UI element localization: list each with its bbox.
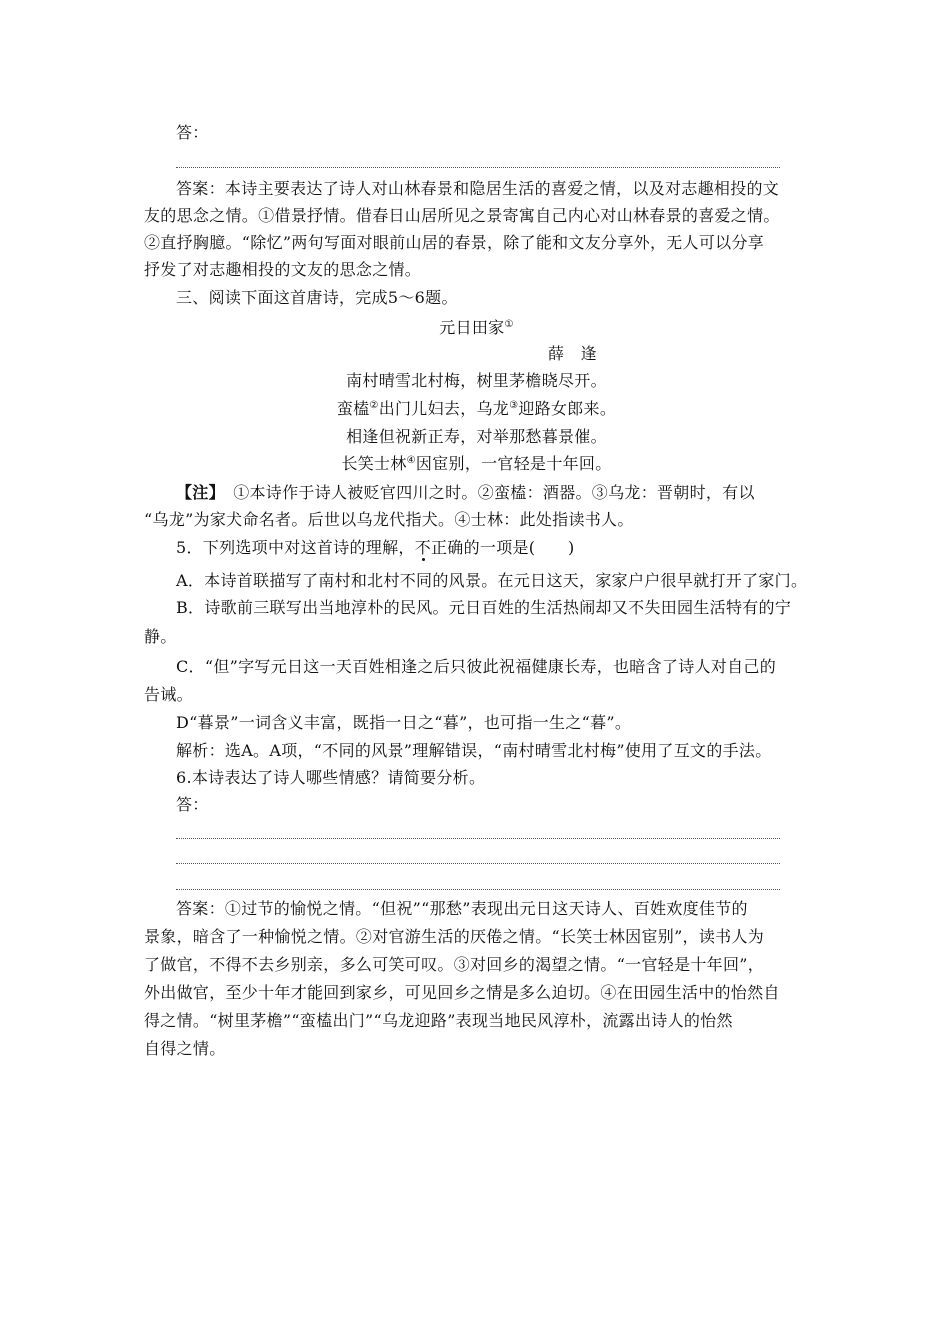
footnote-marker: ④ [406, 455, 416, 466]
question-text: 5．下列选项中对这首诗的理解， [176, 538, 415, 557]
notes-line [176, 482, 809, 504]
poem-author: 薛 逢 [548, 344, 597, 363]
answer-text-line: 景象，暗含了一种愉悦之情。②对官游生活的厌倦之情。“长笑士林因宦别”，读书人为 [144, 927, 765, 946]
poem-line [144, 453, 809, 475]
option-d: D“暮景”一词含义丰富，既指一日之“暮”，也可指一生之“暮”。 [176, 713, 632, 732]
notes-label: 【注】 [176, 483, 217, 502]
answer-rule [176, 838, 780, 839]
option-b-cont: 静。 [144, 627, 177, 646]
poem-text: 出门儿妇去，乌龙 [378, 399, 510, 418]
option-c: C．“但”字写元日这一天百姓相逢之后只彼此祝福健康长寿，也暗含了诗人对自己的 [176, 657, 777, 676]
notes-line: “乌龙”为家犬命名者。后世以乌龙代指犬。④士林：此处指读书人。 [144, 510, 634, 529]
answer-rule [176, 863, 780, 864]
answer-text-line: 得之情。“树里茅檐”“蛮榼出门”“乌龙迎路”表现当地民风淳朴，流露出诗人的怡然 [144, 1011, 733, 1030]
emphasis-char: 不 [414, 538, 431, 557]
footnote-marker: ③ [509, 400, 519, 411]
answer-rule [176, 889, 780, 890]
option-c-cont: 告诫。 [144, 685, 193, 704]
poem-text: 迎路女郎来。 [518, 399, 617, 418]
option-a: A．本诗首联描写了南村和北村不同的风景。在元日这天，家家户户很早就打开了家门。 [176, 571, 808, 590]
poem-line: 南村晴雪北村梅，树里茅檐晓尽开。 [346, 371, 607, 390]
answer-text-line: 答案：①过节的愉悦之情。“但祝”“那愁”表现出元日这天诗人、百姓欢度佳节的 [176, 899, 748, 918]
poem-title [144, 317, 809, 339]
footnote-marker: ① [504, 319, 514, 330]
question-5-analysis: 解析：选A。A项，“不同的风景”理解错误，“南村晴雪北村梅”使用了互文的手法。 [176, 741, 772, 760]
answer-text-line: 抒发了对志趣相投的文友的思念之情。 [144, 260, 422, 279]
notes-text: ①本诗作于诗人被贬官四川之时。②蛮榼：酒器。③乌龙：晋朝时，有以 [216, 483, 755, 502]
answer-text-line: 自得之情。 [144, 1039, 226, 1058]
poem-line [144, 398, 809, 420]
poem-text: 长笑士林 [341, 454, 407, 473]
answer-prompt: 答： [176, 795, 209, 814]
section-heading: 三、阅读下面这首唐诗，完成5～6题。 [176, 288, 458, 307]
question-6-stem: 6.本诗表达了诗人哪些情感？请简要分析。 [176, 768, 486, 787]
footnote-marker: ② [369, 400, 379, 411]
poem-text: 蛮榼 [336, 399, 370, 418]
answer-text-line: 外出做官，至少十年才能回到家乡，可见回乡之情是多么迫切。④在田园生活中的怡然自 [144, 983, 780, 1002]
option-b: B．诗歌前三联写出当地淳朴的民风。元日百姓的生活热闹却又不失田园生活特有的宁 [176, 598, 792, 617]
poem-title-text: 元日田家 [439, 318, 505, 337]
answer-text-line: 答案：本诗主要表达了诗人对山林春景和隐居生活的喜爱之情，以及对志趣相投的文 [176, 179, 780, 198]
answer-text-line: 了做官，不得不去乡别亲，多么可笑可叹。③对回乡的渴望之情。“一官轻是十年回”， [144, 955, 765, 974]
answer-rule [176, 167, 780, 168]
answer-prompt: 答： [176, 123, 209, 142]
poem-line: 相逢但祝新正寿，对举那愁暮景催。 [346, 427, 607, 446]
poem-text: 因宦别，一官轻是十年回。 [415, 454, 612, 473]
question-5-stem [176, 537, 809, 559]
answer-text-line: ②直抒胸臆。“除忆”两句写面对眼前山居的春景，除了能和文友分享外，无人可以分享 [144, 233, 765, 252]
question-text: 正确的一项是( ) [431, 538, 575, 557]
answer-text-line: 友的思念之情。①借景抒情。借春日山居所见之景寄寓自己内心对山林春景的喜爱之情。 [144, 206, 780, 225]
